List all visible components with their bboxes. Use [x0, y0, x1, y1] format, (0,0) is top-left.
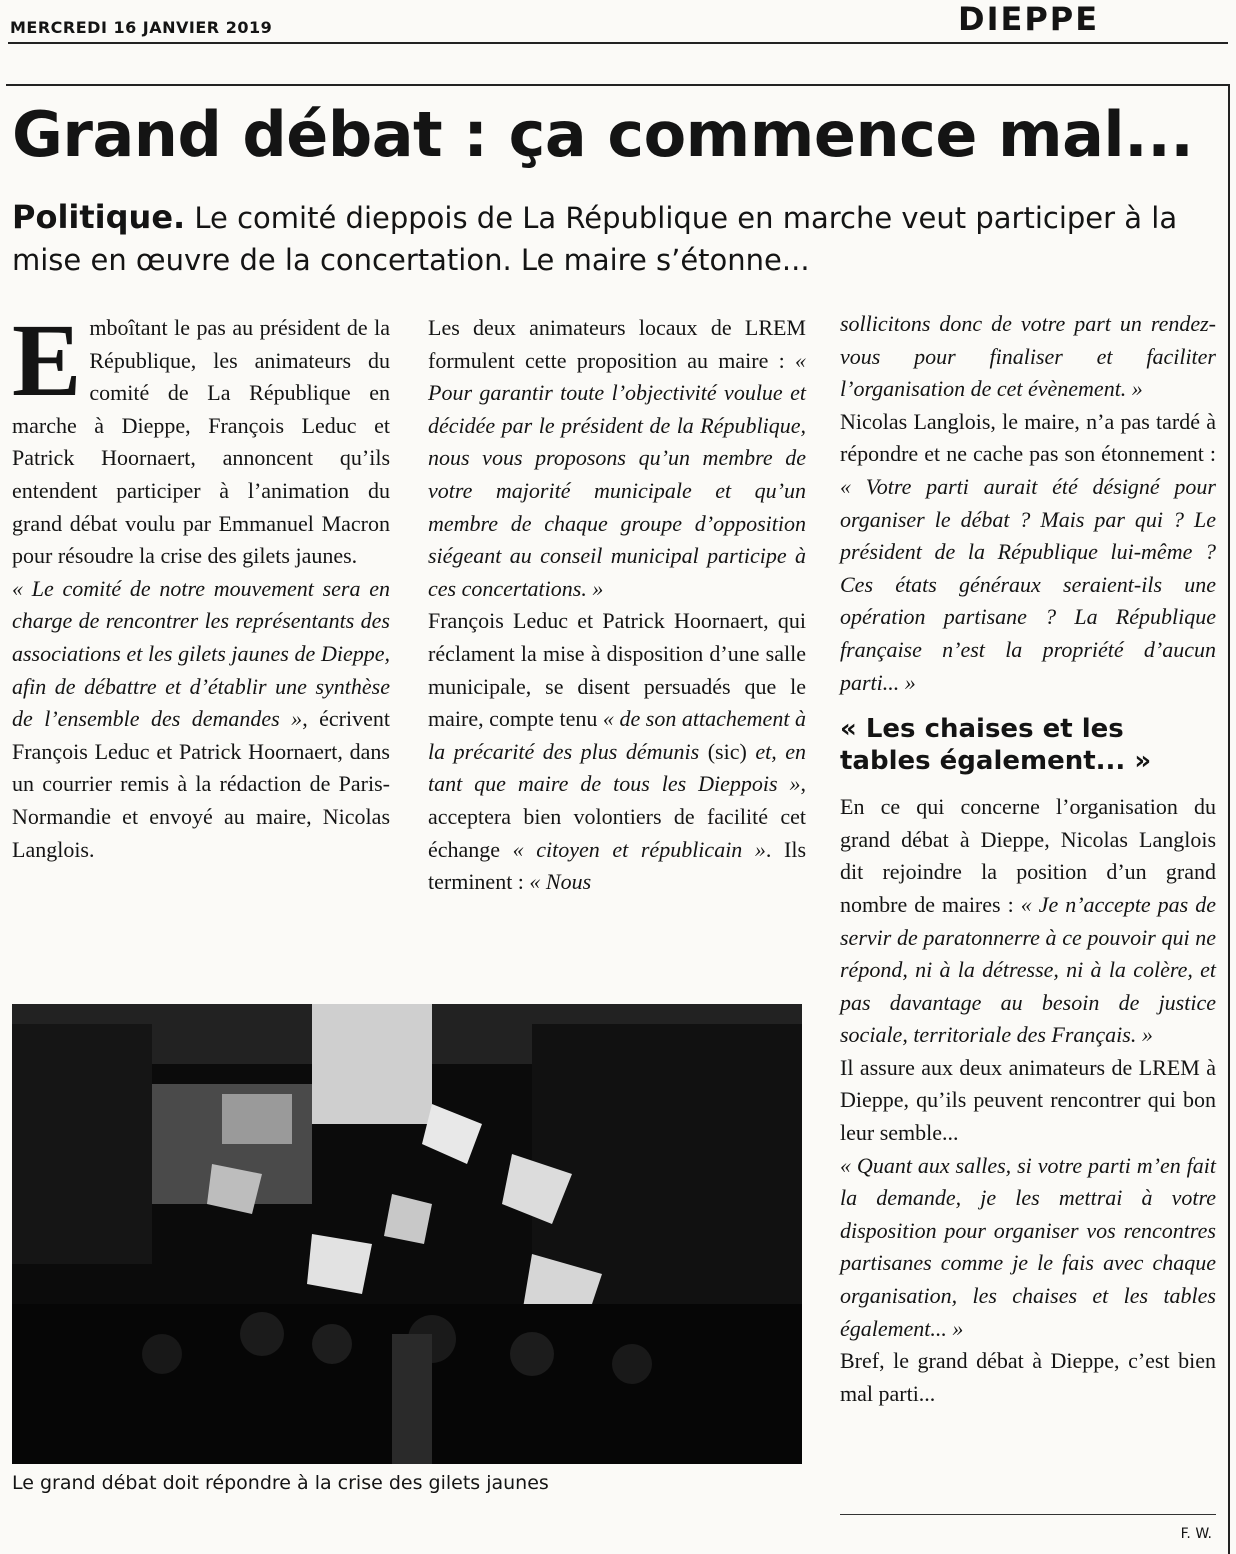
standfirst-text: Le comité dieppois de La République en marche veut participer à la mise en œuvre de la concertation. Le maire s’étonne...	[12, 201, 1178, 277]
quote: et, en tant que maire de tous les Dieppois »	[428, 738, 806, 797]
paragraph-text: Nicolas Langlois, le maire, n’a pas tardé à répondre et ne cache pas son étonnement :	[840, 408, 1216, 467]
article-standfirst	[12, 196, 1222, 281]
paragraph	[840, 1150, 1216, 1346]
sic-note: (sic)	[699, 738, 756, 764]
publication-date: MERCREDI 16 JANVIER 2019	[10, 18, 273, 37]
paragraph-text: , acceptera bien volontiers de facilité cet échange	[428, 771, 806, 862]
article-column-1	[12, 303, 390, 866]
quote: « Votre parti aurait été désigné pour organiser le débat ? Mais par qui ? Le président de la République lui-même ? Ces états généraux seraient-ils une opération partisane ? La République française n’est la propriété d’aucun parti... »	[840, 473, 1216, 695]
paragraph: Il assure aux deux animateurs de LREM à Dieppe, qu’ils peuvent rencontrer qui bon leur semble...	[840, 1054, 1216, 1146]
section-title: DIEPPE	[958, 0, 1100, 38]
paragraph-text: . Ils terminent :	[428, 836, 807, 895]
article-subhead: « Les chaises et les tables également... »	[840, 714, 1152, 777]
paragraph-text: mboîtant le pas au président de la République, les animateurs du comité de La République en marche à Dieppe, François Leduc et Patrick Hoornaert, annoncent qu’ils entendent participer à l’animation du grand débat voulu par Emmanuel Macron pour résoudre la crise des gilets jaunes.	[12, 315, 390, 569]
paragraph	[428, 312, 806, 605]
paragraph	[840, 308, 1216, 406]
paragraph	[840, 791, 1216, 1052]
paragraph-text: François Leduc et Patrick Hoornaert, qui réclament la mise à disposition d’une salle municipale, se disent persuadés que le maire, compte tenu	[428, 608, 806, 732]
paragraph	[428, 605, 806, 898]
paragraph	[12, 303, 390, 573]
article-column-2	[428, 312, 806, 899]
article-headline: Grand débat : ça commence mal...	[12, 98, 1194, 171]
paragraph	[840, 406, 1216, 699]
drop-cap: E	[12, 303, 82, 418]
protest-photo	[12, 1004, 802, 1464]
quote: « de son attachement à la précarité des plus démunis	[428, 706, 806, 764]
paragraph-text: , écrivent François Leduc et Patrick Hoornaert, dans un courrier remis à la rédaction de Paris-Normandie et envoyé au maire, Nicolas Langlois.	[12, 706, 390, 862]
protest-photo-image	[12, 1004, 802, 1464]
quote: « citoyen et républicain »	[512, 836, 766, 862]
paragraph: Bref, le grand débat à Dieppe, c’est bien mal parti...	[840, 1348, 1216, 1406]
quote: « Je n’accepte pas de servir de paratonnerre à ce pouvoir qui ne répond, ni à la détresse, ni à la colère, et pas davantage au besoin de justice sociale, territoriale des Français. »	[840, 891, 1216, 1048]
quote: sollicitons donc de votre part un rendez-vous pour finaliser et faciliter l’organisation de cet évènement. »	[840, 311, 1216, 402]
paragraph	[12, 573, 390, 866]
quote: « Le comité de notre mouvement sera en charge de rencontrer les représentants des associations et les gilets jaunes de Dieppe, afin de débattre et d’établir une synthèse de l’ensemble des demandes »	[12, 575, 390, 732]
article-column-3	[840, 308, 1216, 1410]
quote: « Nous	[529, 869, 592, 895]
header-divider	[8, 42, 1228, 44]
paragraph-text: Les deux animateurs locaux de LREM formulent cette proposition au maire :	[428, 315, 806, 373]
byline-divider	[840, 1514, 1216, 1515]
quote: « Pour garantir toute l’objectivité voulue et décidée par le président de la République, nous vous proposons qu’un membre de votre majorité municipale et qu’un membre de chaque groupe d’opposition siégeant au conseil municipal participe à ces concertations. »	[428, 347, 806, 601]
article-byline: F. W.	[1180, 1526, 1212, 1542]
article-kicker: Politique.	[12, 198, 186, 236]
paragraph-text: En ce qui concerne l’organisation du grand débat à Dieppe, Nicolas Langlois dit rejoindre la position d’un grand nombre de maires :	[840, 794, 1216, 917]
quote: « Quant aux salles, si votre parti m’en fait la demande, je les mettrai à votre disposition pour organiser vos rencontres partisanes comme je le fais avec chaque organisation, les chaises et les tables également... »	[840, 1152, 1216, 1341]
photo-caption: Le grand débat doit répondre à la crise des gilets jaunes	[12, 1472, 549, 1494]
